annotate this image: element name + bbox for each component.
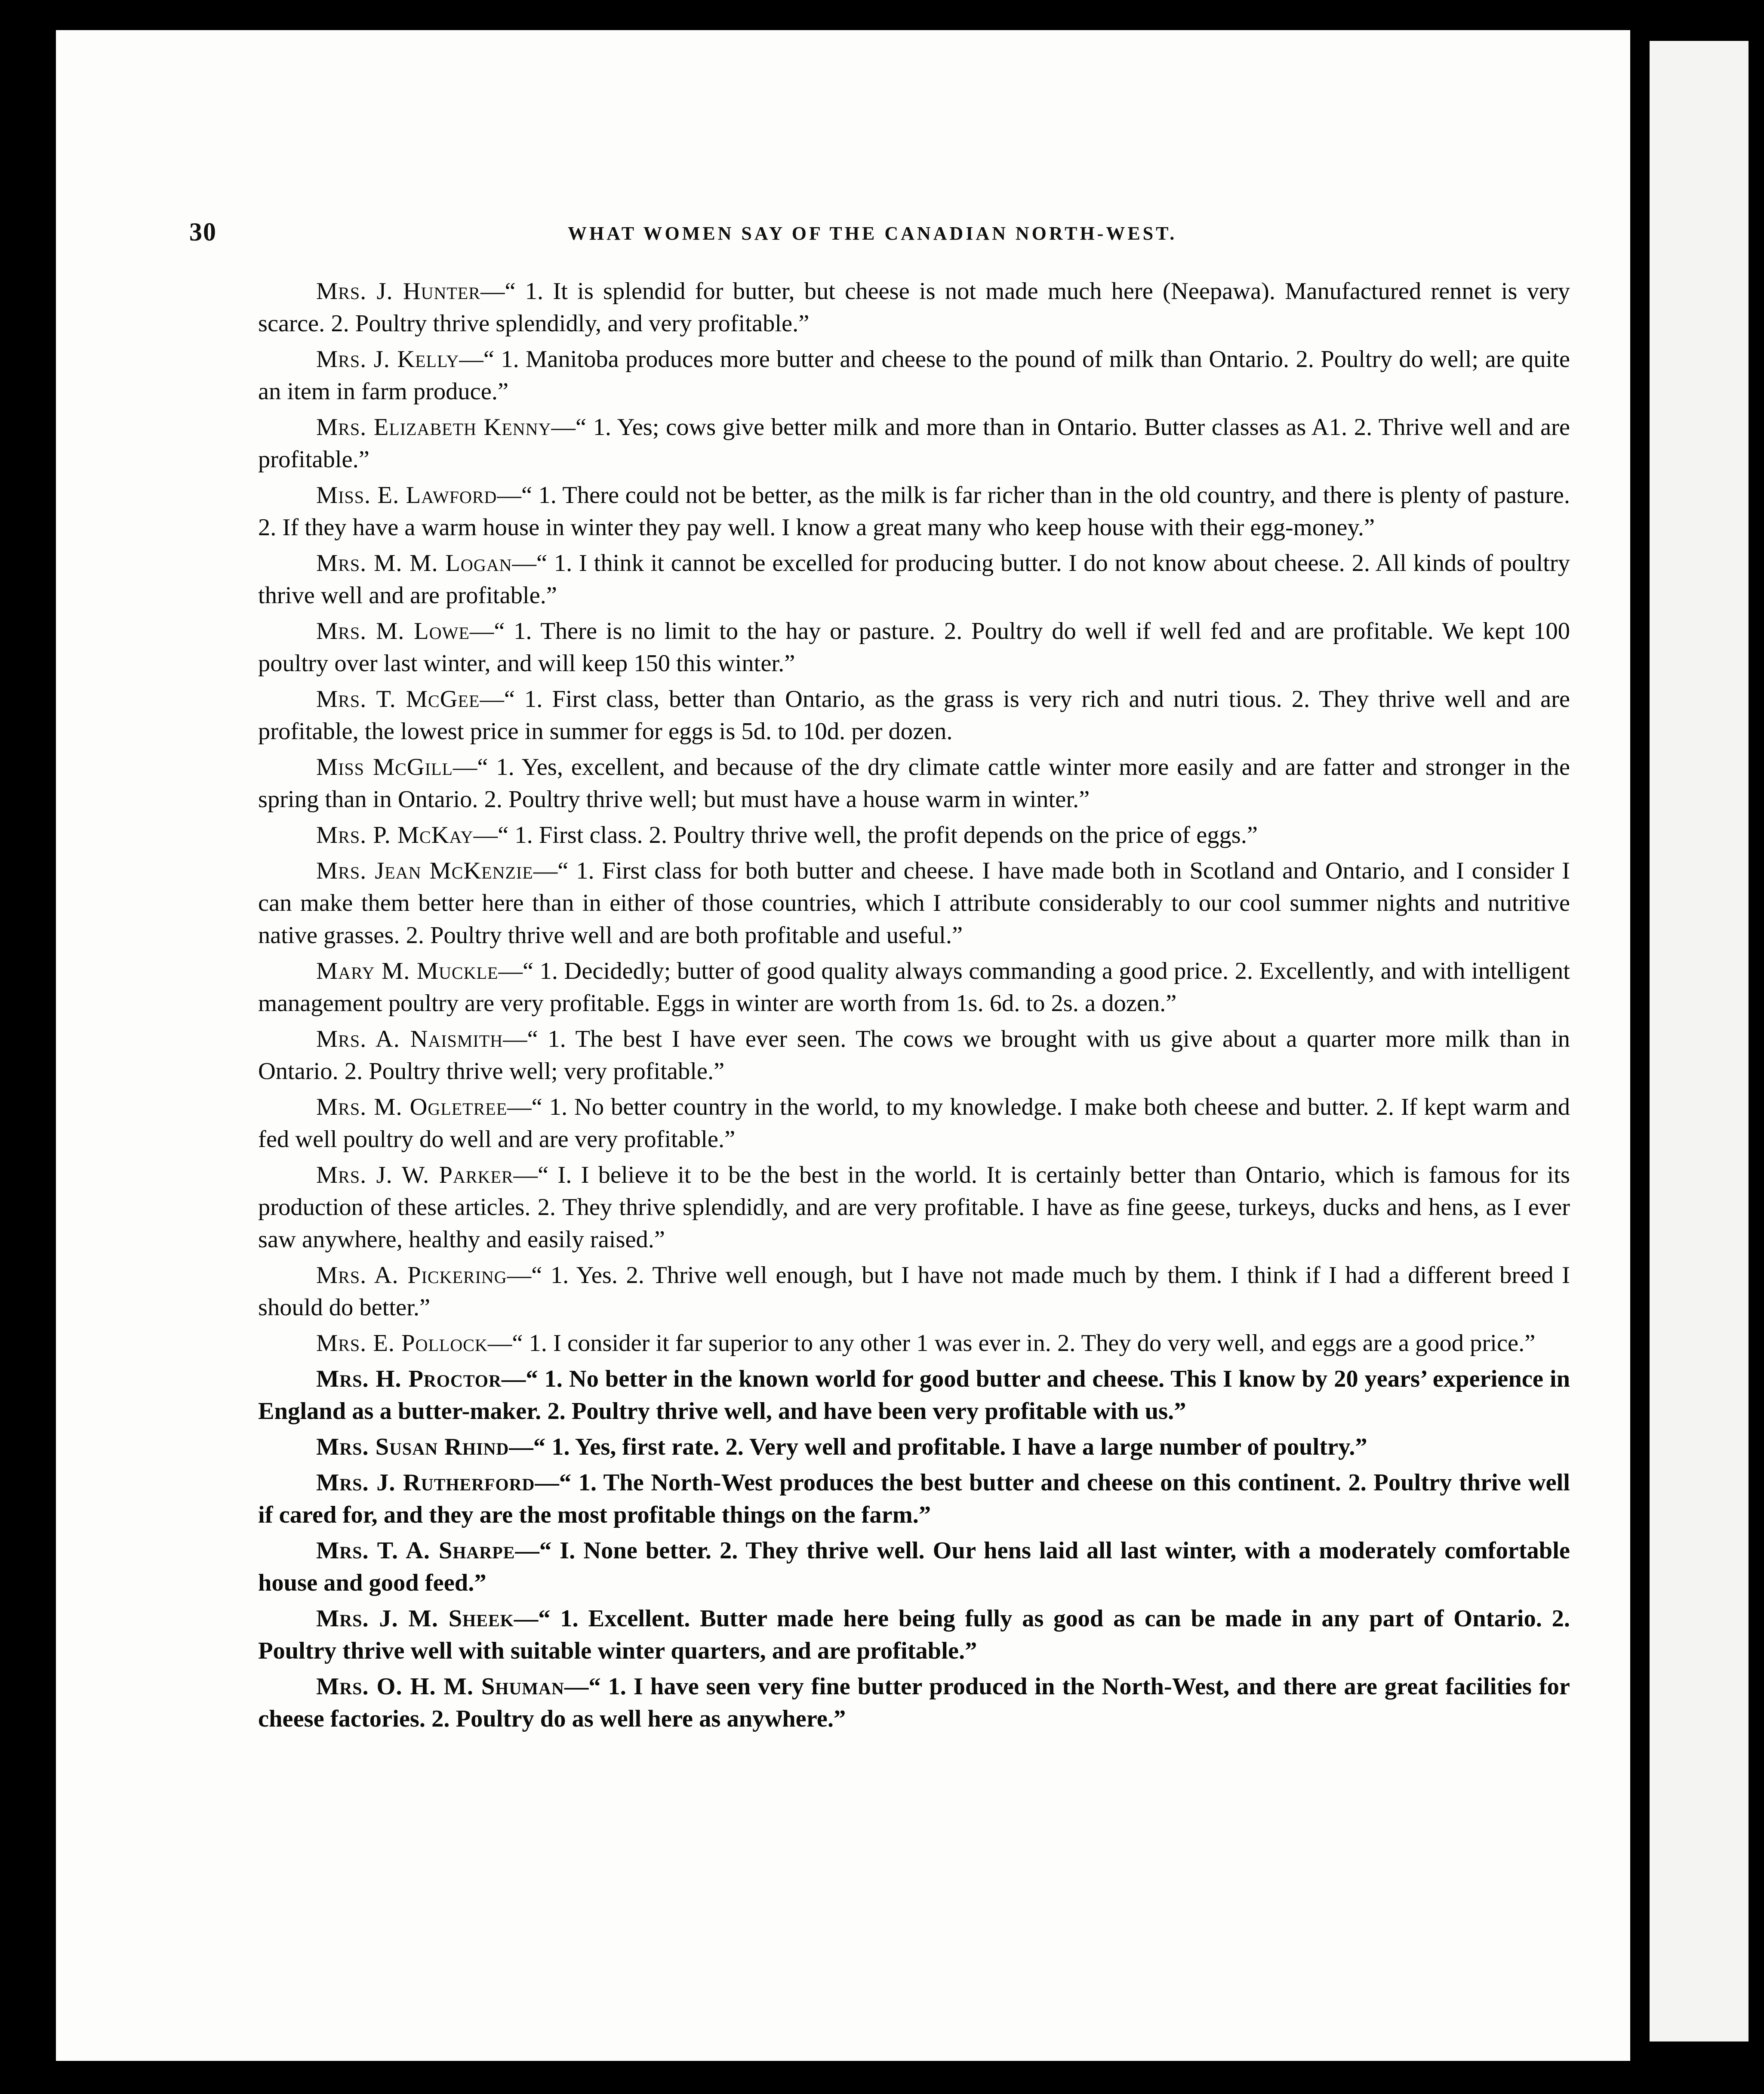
testimonial-entry xyxy=(258,955,1570,1020)
testimonial-entry xyxy=(258,1023,1570,1088)
contributor-name: Mrs. P. McKay xyxy=(316,822,474,848)
contributor-name: Mrs. T. A. Sharpe xyxy=(316,1537,515,1564)
testimonial-entry xyxy=(258,275,1570,340)
testimonial-entry xyxy=(258,751,1570,816)
testimonial-text: —“ 1. Yes, excellent, and because of the dry climate cattle winter more easily and are fatter and stronger in the spring than in Ontario. 2. Poultry thrive well; but must have a house warm in winter.” xyxy=(258,754,1570,813)
testimonial-text: —“ 1. There could not be better, as the milk is far richer than in the old country, and there is plenty of pasture. 2. If they have a warm house in winter they pay well. I know a great many who keep house with their egg-money.” xyxy=(258,482,1570,541)
testimonial-text: —“ 1. The best I have ever seen. The cows we brought with us give about a quarter more milk than in Ontario. 2. Poultry thrive well; very profitable.” xyxy=(258,1026,1570,1085)
testimonial-entry xyxy=(258,1259,1570,1324)
testimonial-entry xyxy=(258,1535,1570,1599)
contributor-name: Mrs. E. Pollock xyxy=(316,1330,488,1357)
testimonial-text: —“ 1. I have seen very fine butter produced in the North-West, and there are great facilities for cheese factories. 2. Poultry do as well here as anywhere.” xyxy=(258,1673,1570,1732)
adjacent-page-edge xyxy=(1650,41,1749,2042)
contributor-name: Mrs. Susan Rhind xyxy=(316,1434,509,1460)
testimonial-entry xyxy=(258,1671,1570,1735)
contributor-name: Mrs. Elizabeth Kenny xyxy=(316,414,551,441)
testimonial-entry xyxy=(258,615,1570,680)
contributor-name: Mrs. J. Rutherford xyxy=(316,1469,535,1496)
testimonial-text: —“ I. None better. 2. They thrive well. Our hens laid all last winter, with a moderately comfortable house and good feed.” xyxy=(258,1537,1570,1596)
testimonial-entry xyxy=(258,855,1570,952)
testimonial-text: —“ 1. Excellent. Butter made here being fully as good as can be made in any part of Ontario. 2. Poultry thrive well with suitable winter quarters, and are profitable.” xyxy=(258,1605,1570,1664)
contributor-name: Mrs. M. Ogletree xyxy=(316,1094,508,1120)
testimonial-text: —“ 1. Manitoba produces more butter and cheese to the pound of milk than Ontario. 2. Poultry do well; are quite an item in farm produce.” xyxy=(258,346,1570,405)
contributor-name: Mrs. M. M. Logan xyxy=(316,550,512,577)
page-header xyxy=(189,217,1265,252)
contributor-name: Mrs. J. Kelly xyxy=(316,346,459,373)
testimonial-entry xyxy=(258,1091,1570,1156)
testimonial-entry xyxy=(258,683,1570,748)
testimonial-text: —“ 1. First class. 2. Poultry thrive well, the profit depends on the price of eggs.” xyxy=(473,822,1258,848)
testimonial-entry xyxy=(258,1363,1570,1428)
testimonial-text: —“ 1. It is splendid for butter, but cheese is not made much here (Neepawa). Manufactured rennet is very scarce. 2. Poultry thrive splendidly, and very profitable.” xyxy=(258,278,1570,337)
contributor-name: Mary M. Muckle xyxy=(316,958,499,984)
contributor-name: Mrs. J. M. Sheek xyxy=(316,1605,514,1632)
testimonial-text: —“ 1. There is no limit to the hay or pasture. 2. Poultry do well if well fed and are profitable. We kept 100 poultry over last winter, and will keep 150 this winter.” xyxy=(258,618,1570,677)
page-body xyxy=(258,275,1570,1739)
testimonial-text: —“ 1. First class for both butter and cheese. I have made both in Scotland and Ontario, and I consider I can make them better here than in either of those countries, which I attribute considerably to our cool summer nights and nutritive native grasses. 2. Poultry thrive well and are both profitable and useful.” xyxy=(258,857,1570,949)
running-title: WHAT WOMEN SAY OF THE CANADIAN NORTH-WEST. xyxy=(568,223,1177,244)
testimonial-entry xyxy=(258,1159,1570,1256)
contributor-name: Mrs. A. Naismith xyxy=(316,1026,503,1052)
testimonial-text: —“ 1. I think it cannot be excelled for producing butter. I do not know about cheese. 2. All kinds of poultry thrive well and are profitable.” xyxy=(258,550,1570,609)
testimonial-entry xyxy=(258,1467,1570,1531)
contributor-name: Mrs. J. Hunter xyxy=(316,278,480,305)
contributor-name: Mrs. M. Lowe xyxy=(316,618,470,645)
contributor-name: Mrs. A. Pickering xyxy=(316,1262,507,1289)
testimonial-entry xyxy=(258,547,1570,612)
contributor-name: Mrs. J. W. Parker xyxy=(316,1162,514,1188)
contributor-name: Mrs. O. H. M. Shuman xyxy=(316,1673,564,1700)
contributor-name: Mrs. Jean McKenzie xyxy=(316,857,533,884)
testimonial-entry xyxy=(258,1603,1570,1667)
testimonial-entry xyxy=(258,479,1570,544)
testimonial-entry xyxy=(258,343,1570,408)
testimonial-entry xyxy=(258,1431,1570,1463)
testimonial-text: —“ 1. No better in the known world for good butter and cheese. This I know by 20 years’ experience in England as a butter-maker. 2. Poultry thrive well, and have been very profitable with us.” xyxy=(258,1366,1570,1425)
page-number: 30 xyxy=(189,218,217,246)
testimonial-entry xyxy=(258,411,1570,476)
testimonial-text: —“ 1. First class, better than Ontario, as the grass is very rich and nutri tious. 2. They thrive well and are profitable, the lowest price in summer for eggs is 5d. to 10d. per dozen. xyxy=(258,686,1570,745)
testimonial-text: —“ 1. The North-West produces the best butter and cheese on this continent. 2. Poultry thrive well if cared for, and they are the most profitable things on the farm.” xyxy=(258,1469,1570,1528)
testimonial-text: —“ 1. Decidedly; butter of good quality always commanding a good price. 2. Excellently, and with intelligent management poultry are very profitable. Eggs in winter are worth from 1s. 6d. to 2s. a dozen.” xyxy=(258,958,1570,1017)
testimonial-text: —“ 1. Yes. 2. Thrive well enough, but I have not made much by them. I think if I had a different breed I should do better.” xyxy=(258,1262,1570,1321)
testimonial-text: —“ 1. No better country in the world, to my knowledge. I make both cheese and butter. 2. If kept warm and fed well poultry do well and are very profitable.” xyxy=(258,1094,1570,1153)
contributor-name: Miss. E. Lawford xyxy=(316,482,497,509)
contributor-name: Mrs. T. McGee xyxy=(316,686,480,712)
testimonial-entry xyxy=(258,1327,1570,1360)
testimonial-text: —“ 1. I consider it far superior to any other 1 was ever in. 2. They do very well, and eggs are a good price.” xyxy=(487,1330,1536,1357)
testimonial-text: —“ 1. Yes, first rate. 2. Very well and profitable. I have a large number of poultry.” xyxy=(509,1434,1367,1460)
contributor-name: Miss McGill xyxy=(316,754,453,780)
testimonial-text: —“ I. I believe it to be the best in the world. It is certainly better than Ontario, which is famous for its production of these articles. 2. They thrive splendidly, and are very profitable. I have as fine geese, turkeys, ducks and hens, as I ever saw anywhere, healthy and easily raised.” xyxy=(258,1162,1570,1253)
contributor-name: Mrs. H. Proctor xyxy=(316,1366,502,1392)
testimonial-entry xyxy=(258,819,1570,851)
testimonial-text: —“ 1. Yes; cows give better milk and more than in Ontario. Butter classes as A1. 2. Thrive well and are profitable.” xyxy=(258,414,1570,473)
